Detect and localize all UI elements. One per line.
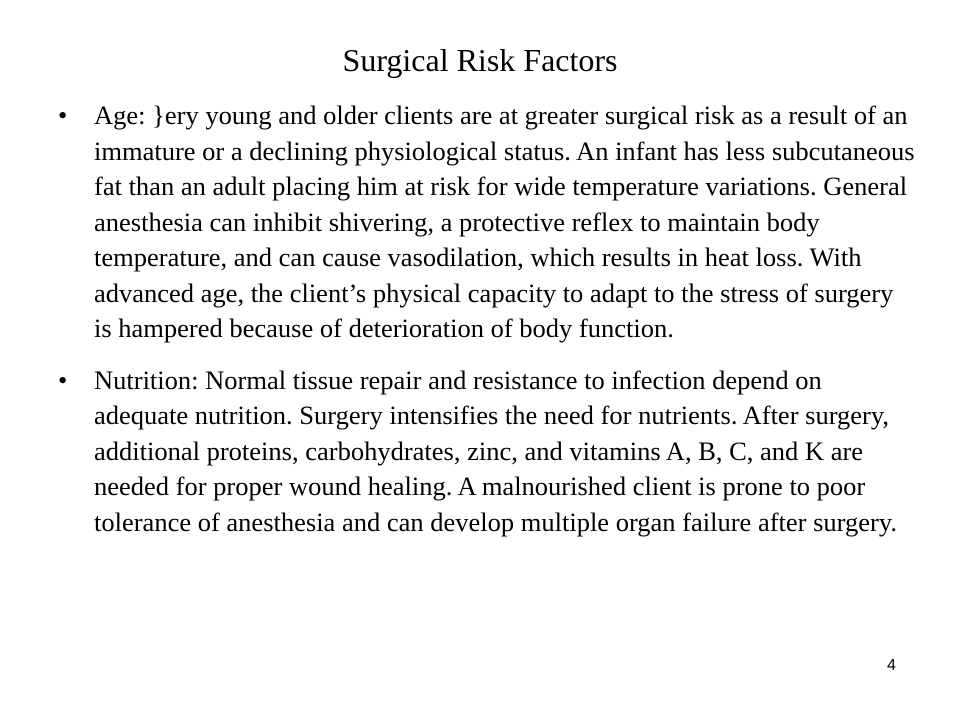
bullet-marker: • [58, 100, 68, 130]
page-number: 4 [887, 657, 896, 674]
slide-title: Surgical Risk Factors [342, 42, 618, 78]
bullet-text: Nutrition: Normal tissue repair and resistance to infection depend on adequate nutrition. Surgery intensifies the need for nutrients. After surgery, additional proteins, carbohydrates, zinc, and vitamins A, B, C, and K are needed for proper wound healing. A malnourished client is prone to poor tolerance of anesthesia and can develop multiple organ failure after surgery. [94, 364, 898, 537]
bullet-item-nutrition [56, 363, 916, 541]
bullet-marker: • [58, 364, 68, 395]
bullet-text: Age: }ery young and older clients are at greater surgical risk as a result of an immature or a declining physiological status. An infant has less subcutaneous fat than an adult placing him at risk for wide temperature variations. General anesthesia can inhibit shivering, a protective reflex to maintain body temperature, and can cause vasodilation, which results in heat loss. With advanced age, the client’s physical capacity to adapt to the stress of surgery is hampered because of deterioration of body function. [94, 100, 915, 343]
bullet-list [56, 98, 916, 556]
bullet-item-age [56, 98, 916, 347]
